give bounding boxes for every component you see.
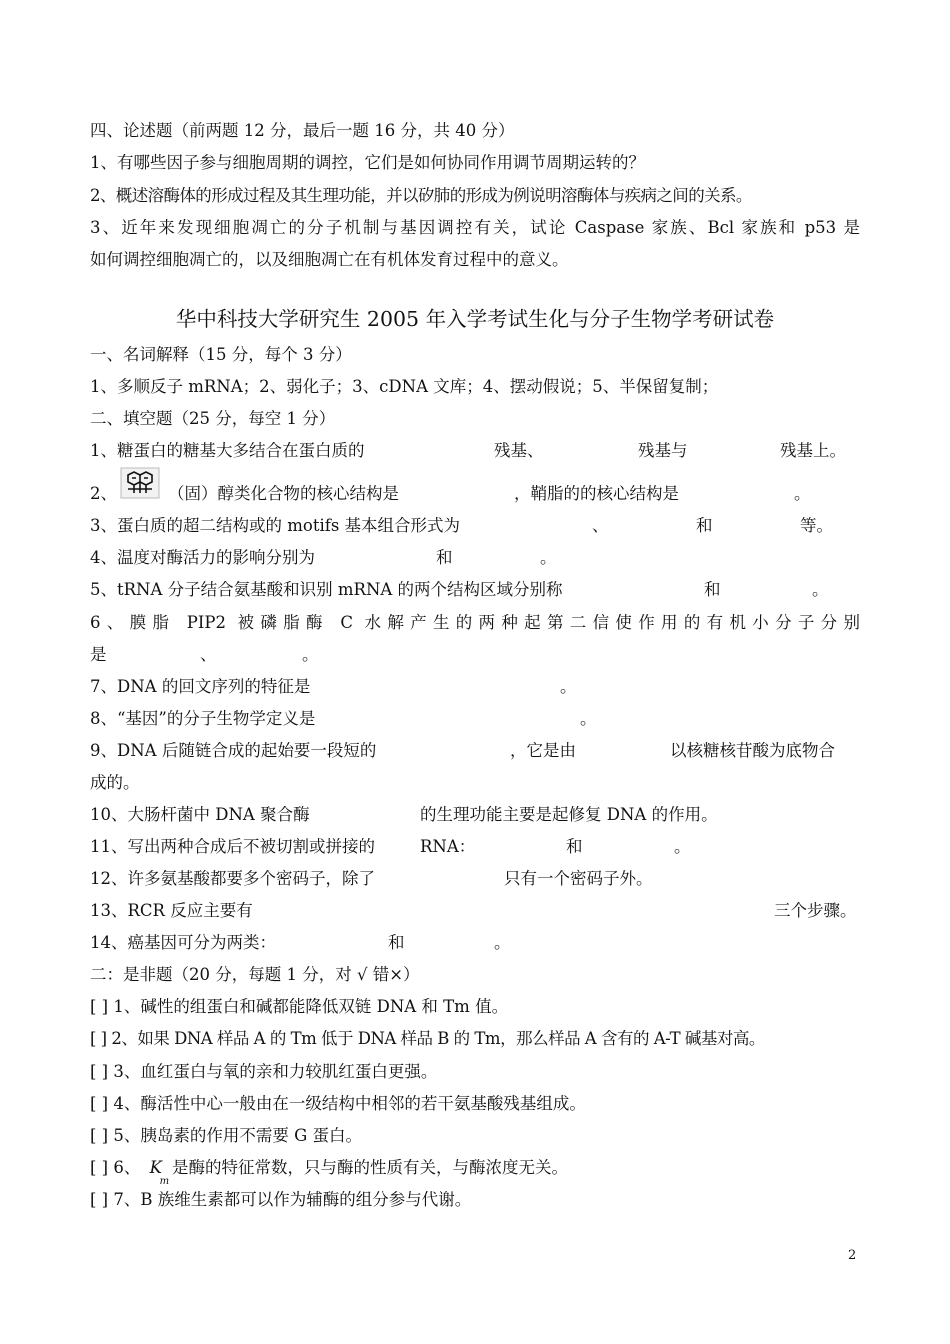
tf-question-7: [ ] 7、B 族维生素都可以作为辅酶的组分参与代谢。: [90, 1190, 472, 1209]
fill-q6-text-a: 是: [90, 645, 107, 664]
fill-q6-text-c: 。: [302, 645, 319, 664]
fill-q4-text-c: 。: [540, 548, 557, 567]
fill-q2-text-a: 2、: [90, 484, 117, 503]
fill-question-6-line1: 6、膜脂 PIP2 被磷脂酶 C 水解产生的两种起第二信使作用的有机小分子分别: [90, 613, 860, 632]
exam-title: 华中科技大学研究生 2005 年入学考试生化与分子生物学考研试卷: [175, 307, 775, 331]
essay-question-3-line1: 3、近年来发现细胞凋亡的分子机制与基因调控有关，试论 Caspase 家族、Bcl 家族和 p53 是: [90, 218, 860, 237]
fill-q7-text-b: 。: [560, 677, 577, 696]
tf-question-6: [90, 1152, 860, 1187]
fill-q4-text-b: 和: [436, 548, 453, 567]
part1-heading: 一、名词解释（15 分，每个 3 分）: [90, 345, 352, 364]
tf-question-4: [ ] 4、酶活性中心一般由在一级结构中相邻的若干氨基酸残基组成。: [90, 1094, 586, 1113]
fill-q14-text-a: 14、癌基因可分为两类：: [90, 933, 276, 952]
fill-q9-text-a: 9、DNA 后随链合成的起始要一段短的: [90, 741, 377, 760]
fill-q5-text-b: 和: [704, 580, 721, 599]
fill-q5-text-a: 5、tRNA 分子结合氨基酸和识别 mRNA 的两个结构区域分别称: [90, 580, 563, 599]
fill-question-9-line2: 成的。: [90, 773, 140, 792]
fill-q14-text-c: 。: [494, 933, 511, 952]
fill-q3-text-c: 和: [696, 516, 713, 535]
page-number: 2: [848, 1248, 857, 1263]
fill-q11-text-a: 11、写出两种合成后不被切割或拼接的: [90, 837, 375, 856]
essay-question-2: 2、概述溶酶体的形成过程及其生理功能，并以矽肺的形成为例说明溶酶体与疾病之间的关系。: [90, 186, 752, 205]
fill-q3-text-d: 等。: [800, 516, 833, 535]
fill-q5-text-c: 。: [812, 580, 829, 599]
km-symbol: [149, 1152, 170, 1187]
fill-q2-text-c: ，鞘脂的的核心结构是: [514, 484, 679, 503]
tf-q6-text-b: 是酶的特征常数，只与酶的性质有关，与酶浓度无关。: [171, 1158, 568, 1177]
fill-q12-text-a: 12、许多氨基酸都要多个密码子，除了: [90, 869, 375, 888]
km-k: K: [149, 1158, 162, 1177]
tf-q6-text-a: [ ] 6、: [90, 1158, 141, 1177]
fill-q8-text-b: 。: [580, 709, 597, 728]
term-list: 1、多顺反子 mRNA；2、弱化子；3、cDNA 文库；4、摆动假说；5、半保留复制；: [90, 377, 719, 396]
steroid-glyph-icon: [118, 466, 164, 499]
essay-question-1: 1、有哪些因子参与细胞周期的调控，它们是如何协同作用调节周期运转的？: [90, 153, 645, 172]
fill-q4-text-a: 4、温度对酶活力的影响分别为: [90, 548, 315, 567]
fill-q10-text-a: 10、大肠杆菌中 DNA 聚合酶: [90, 805, 310, 824]
fill-q9-text-c: 以核糖核苷酸为底物合: [670, 741, 835, 760]
fill-q9-text-b: ，它是由: [510, 741, 576, 760]
fill-q1-text-a: 1、糖蛋白的糖基大多结合在蛋白质的: [90, 441, 365, 460]
tf-question-2: [ ] 2、如果 DNA 样品 A 的 Tm 低于 DNA 样品 B 的 Tm，那么样品 A 含有的 A-T 碱基对高。: [90, 1029, 765, 1048]
fill-q14-text-b: 和: [388, 933, 405, 952]
fill-q10-text-b: 的生理功能主要是起修复 DNA 的作用。: [420, 805, 718, 824]
fill-q13-text-b: 三个步骤。: [774, 901, 857, 920]
fill-q1-text-b: 残基、: [494, 441, 544, 460]
part2-heading: 二、填空题（25 分，每空 1 分）: [90, 409, 336, 428]
tf-question-5: [ ] 5、胰岛素的作用不需要 G 蛋白。: [90, 1126, 363, 1145]
fill-q6-text-b: 、: [200, 645, 217, 664]
fill-q11-text-b: RNA：: [420, 837, 476, 856]
tf-question-3: [ ] 3、血红蛋白与氧的亲和力较肌红蛋白更强。: [90, 1062, 438, 1081]
fill-q3-text-b: 、: [592, 516, 609, 535]
section4-heading: 四、论述题（前两题 12 分，最后一题 16 分，共 40 分）: [90, 121, 515, 140]
fill-q7-text-a: 7、DNA 的回文序列的特征是: [90, 677, 311, 696]
km-subscript: m: [159, 1176, 170, 1187]
fill-q3-text-a: 3、蛋白质的超二结构或的 motifs 基本组合形式为: [90, 516, 461, 535]
fill-q8-text-a: 8、“基因”的分子生物学定义是: [90, 709, 316, 728]
essay-question-3-line2: 如何调控细胞凋亡的，以及细胞凋亡在有机体发育过程中的意义。: [90, 250, 569, 269]
fill-q2-text-b: （固）醇类化合物的核心结构是: [168, 484, 399, 503]
fill-q12-text-b: 只有一个密码子外。: [504, 869, 653, 888]
fill-q13-text-a: 13、RCR 反应主要有: [90, 901, 253, 920]
part3-heading: 二：是非题（20 分，每题 1 分，对 √ 错×）: [90, 965, 420, 984]
tf-question-1: [ ] 1、碱性的组蛋白和碱都能降低双链 DNA 和 Tm 值。: [90, 997, 509, 1016]
fill-q2-text-d: 。: [794, 484, 811, 503]
fill-q1-text-d: 残基上。: [780, 441, 846, 460]
fill-q11-text-d: 。: [674, 837, 691, 856]
fill-q11-text-c: 和: [566, 837, 583, 856]
fill-q1-text-c: 残基与: [638, 441, 688, 460]
